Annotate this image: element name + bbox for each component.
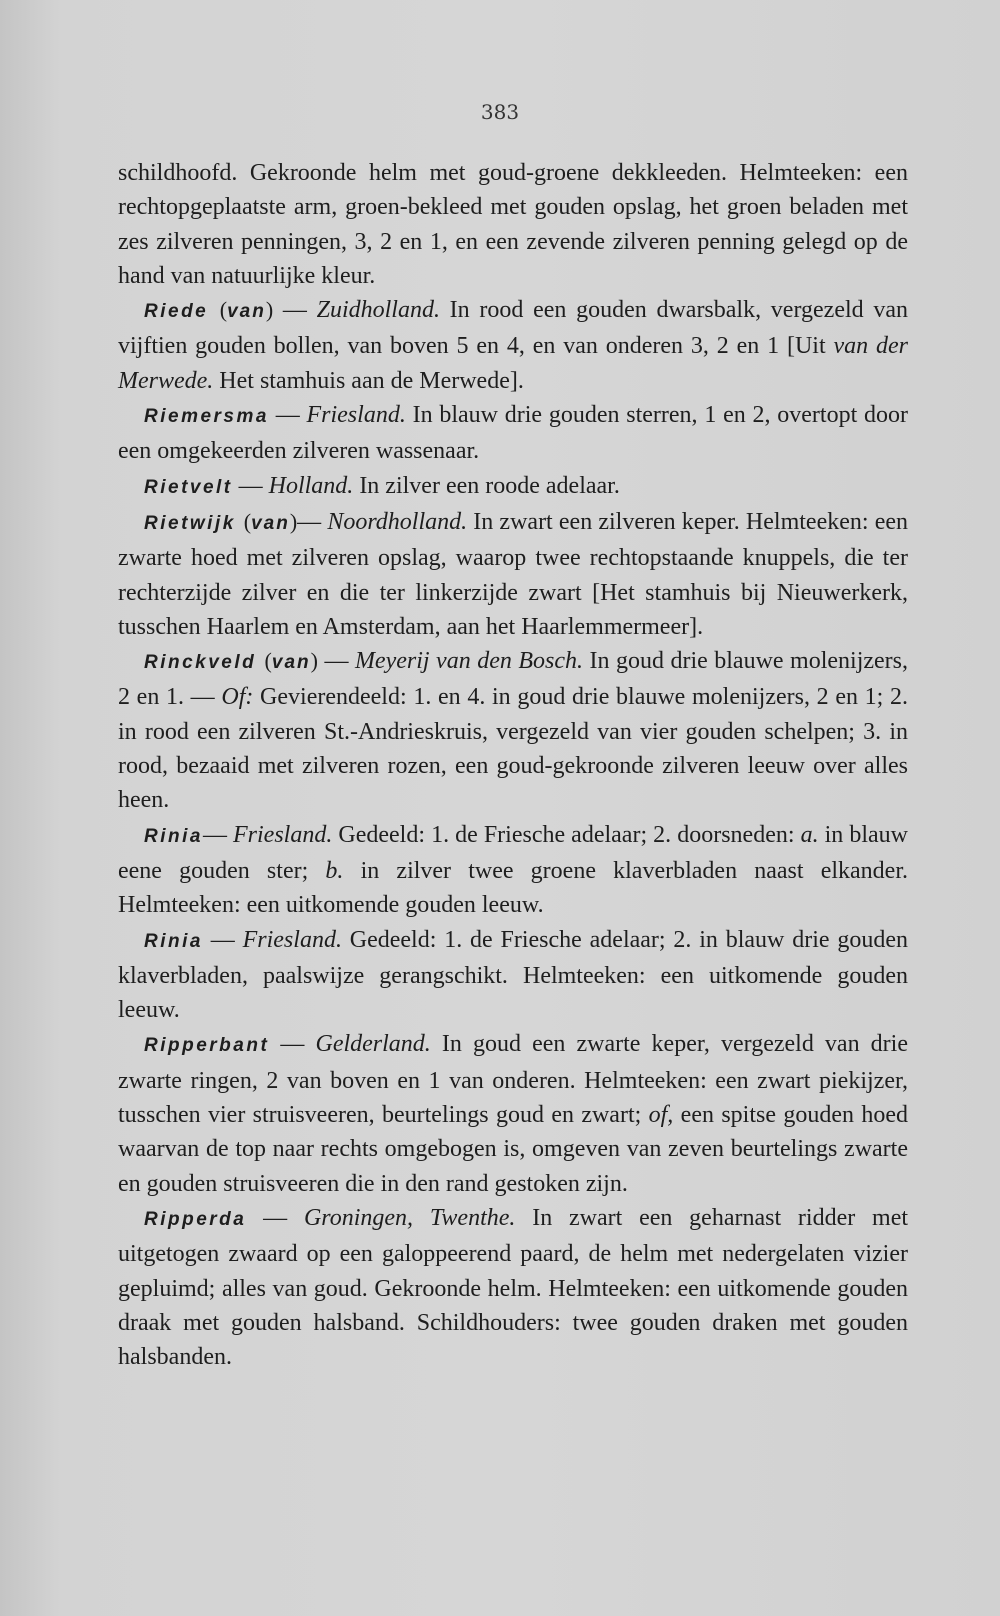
entry-riede: Riede (van) — Zuidholland. In rood een gouden dwarsbalk, vergezeld van vijftien gouden bollen, van boven 5 en 4, en van onderen 3, 2 en 1 [Uit van der Merwede. Het stamhuis aan de Merwede]. (118, 297, 909, 394)
emphasis: van der Merwede. (118, 333, 908, 394)
blazon-text: In rood een gouden dwarsbalk, vergezeld van vijftien gouden bollen, van boven 5 en 4, en van onderen 3, 2 en 1 [Uit (118, 297, 909, 360)
emphasis: a. (800, 821, 819, 848)
region: Meyerij van den Bosch. (354, 648, 583, 675)
emphasis: Of: (221, 684, 254, 711)
blazon-text: een spitse gouden hoed waarvan de top naar rechts omgebogen is, omgeven van zeven beurtelings zwarte en gouden struisveeren die in den rand gestoken zijn. (118, 1102, 908, 1197)
family-name: Rinia (144, 930, 203, 952)
page-number: 383 (480, 100, 520, 124)
region: Zuidholland. (316, 297, 440, 324)
entry-rinckveld: Rinckveld (van) — Meyerij van den Bosch. In goud drie blauwe molenijzers, 2 en 1. — Of: Gevierendeeld: 1. en 4. in goud drie blauwe molenijzers, 2 en 1; 2. in rood een zilveren St.-Andrieskruis, vergezeld van vier gouden schelpen; 3. in rood, bezaaid met zilveren rozen, een goud-gekroonde zilveren leeuw over alles heen. (118, 648, 909, 814)
emphasis: of, (648, 1102, 674, 1129)
family-name: Riemersma (144, 406, 269, 428)
entry-rietwijk: Rietwijk (van)— Noordholland. In zwart een zilveren keper. Helmteeken: een zwarte hoed met zilveren opslag, waarop twee rechtopstaande knuppels, die ter rechterzijde zilver en die ter linkerzijde zwart [Het stamhuis bij Nieuwerkerk, tusschen Haarlem en Amsterdam, aan het Haarlemmermeer]. (118, 508, 909, 640)
paragraph-continuation (118, 156, 908, 293)
family-name: Rietwijk (van) (144, 508, 298, 534)
region: Gelderland. (315, 1031, 431, 1058)
paragraph-text: schildhoofd. Gekroonde helm met goud-groene dekkleeden. Helmteeken: een rechtopgeplaatste arm, groen-bekleed met gouden opslag, het groen beladen met zes zilveren penningen, 3, 2 en 1, en een zevende zilveren penning gelegd op de hand van natuurlijke kleur. (118, 160, 908, 289)
blazon-text: In goud een zwarte keper, vergezeld van drie zwarte ringen, 2 van boven en 1 van onderen. Helmteeken: een zwart piekijzer, tusschen vier struisveeren, beurtelings goud en zwart; (118, 1031, 908, 1129)
region: Groningen, Twenthe. (303, 1204, 516, 1231)
blazon-text: In zwart een zilveren keper. Helmteeken: een zwarte hoed met zilveren opslag, waarop twee rechtopstaande knuppels, die ter rechterzijde zilver en die ter linkerzijde zwart [Het stamhuis bij Nieuwerkerk, tusschen Haarlem en Amsterdam, aan het Haarlemmermeer]. (118, 508, 909, 640)
blazon-text: Het stamhuis aan de Merwede]. (213, 367, 524, 394)
blazon-text: in zilver twee groene klaverbladen naast elkander. Helmteeken: een uitkomende gouden leeuw. (118, 857, 908, 919)
region: Friesland. (242, 926, 342, 953)
entry-riemersma: Riemersma — Friesland. In blauw drie gouden sterren, 1 en 2, overtopt door een omgekeerden zilveren wassenaar. (118, 402, 908, 465)
entry-ripperda: Ripperda — Groningen, Twenthe. In zwart een geharnast ridder met uitgetogen zwaard op een galoppeerend paard, de helm met nedergelaten vizier gepluimd; alles van goud. Gekroonde helm. Helmteeken: een uitkomende gouden draak met gouden halsband. Schildhouders: twee gouden draken met gouden halsbanden. (118, 1204, 909, 1371)
family-name: Ripperda (144, 1208, 247, 1230)
emphasis: b. (325, 857, 344, 884)
blazon-text: In zwart een geharnast ridder met uitgetogen zwaard op een galoppeerend paard, de helm met nedergelaten vizier gepluimd; alles van goud. Gekroonde helm. Helmteeken: een uitkomende gouden draak met gouden halsband. Schildhouders: twee gouden draken met gouden halsbanden. (118, 1204, 909, 1371)
region: Holland. (268, 472, 354, 499)
entry-rietvelt: Rietvelt — Holland. In zilver een roode adelaar. (144, 472, 620, 499)
family-name: Rinckveld (van) (144, 648, 318, 674)
family-name: Riede (van) (144, 297, 274, 323)
blazon-text: Gedeeld: 1. de Friesche adelaar; 2. doorsneden: (332, 821, 801, 848)
entry-rinia-1: Rinia— Friesland. Gedeeld: 1. de Friesche adelaar; 2. doorsneden: a. in blauw eene gouden ster; b. in zilver twee groene klaverbladen naast elkander. Helmteeken: een uitkomende gouden leeuw. (118, 821, 909, 919)
page-body-text (118, 156, 908, 1374)
blazon-text: In blauw drie gouden sterren, 1 en 2, overtopt door een omgekeerden zilveren wassenaar. (118, 402, 908, 465)
blazon-text: In goud drie blauwe molenijzers, 2 en 1. — (118, 648, 909, 711)
region: Noordholland. (327, 508, 468, 535)
blazon-text: Gedeeld: 1. de Friesche adelaar; 2. in blauw drie gouden klaverbladen, paalswijze gerangschikt. Helmteeken: een uitkomende gouden leeuw. (118, 926, 908, 1024)
entry-ripperbant: Ripperbant — Gelderland. In goud een zwarte keper, vergezeld van drie zwarte ringen, 2 van boven en 1 van onderen. Helmteeken: een zwart piekijzer, tusschen vier struisveeren, beurtelings goud en zwart; of, een spitse gouden hoed waarvan de top naar rechts omgebogen is, omgeven van zeven beurtelings zwarte en gouden struisveeren die in den rand gestoken zijn. (118, 1031, 908, 1197)
blazon-text: Gevierendeeld: 1. en 4. in goud drie blauwe molenijzers, 2 en 1; 2. in rood een zilveren St.-Andrieskruis, vergezeld van vier gouden schelpen; 3. in rood, bezaaid met zilveren rozen, een goud-gekroonde zilveren leeuw over alles heen. (118, 684, 909, 814)
region: Friesland. (233, 821, 333, 848)
region: Friesland. (306, 402, 406, 429)
family-name: Ripperbant (144, 1035, 270, 1057)
family-name: Rinia (144, 825, 203, 847)
blazon-text: In zilver een roode adelaar. (353, 472, 620, 499)
blazon-text: in blauw eene gouden ster; (118, 821, 909, 884)
entry-rinia-2: Rinia — Friesland. Gedeeld: 1. de Friesche adelaar; 2. in blauw drie gouden klaverbladen, paalswijze gerangschikt. Helmteeken: een uitkomende gouden leeuw. (118, 926, 908, 1024)
family-name: Rietvelt (144, 476, 233, 498)
